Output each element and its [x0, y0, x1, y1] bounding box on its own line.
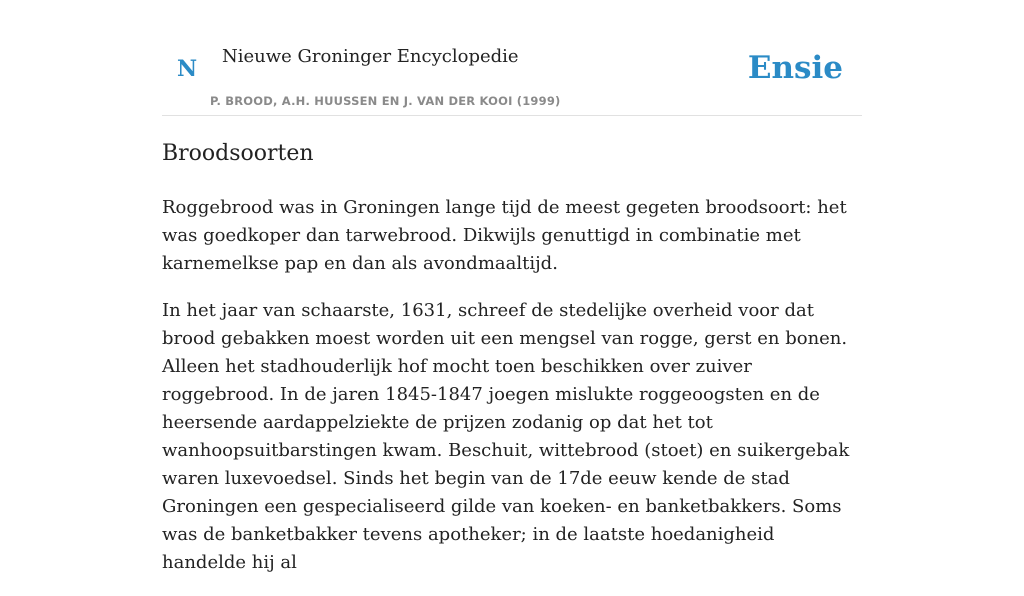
article: [162, 138, 862, 596]
article-paragraph: In het jaar van schaarste, 1631, schreef de stedelijke overheid voor dat brood gebakken moest worden uit een mengsel van rogge, gerst en bonen. Alleen het stadhouderlijk hof mocht toen beschikken over zuiver roggebrood. In de jaren 1845-1847 joegen mislukte roggeoogsten en de heersende aardappelziekte de prijzen zodanig op dat het tot wanhoopsuitbarstingen kwam. Beschuit, wittebrood (stoet) en suikergebak waren luxevoedsel. Sinds het begin van de 17de eeuw kende de stad Groningen een gespecialiseerd gilde van koeken- en banketbakkers. Soms was de banketbakker tevens apotheker; in de laatste hoedanigheid handelde hij al: [162, 300, 850, 573]
authors-byline: P. BROOD, A.H. HUUSSEN EN J. VAN DER KOOI (1999): [210, 94, 561, 108]
encyclopedia-logo[interactable]: N: [177, 56, 198, 82]
encyclopedia-title-link[interactable]: Nieuwe Groninger Encyclopedie: [222, 46, 519, 67]
header: [162, 0, 862, 116]
article-title: Broodsoorten: [162, 141, 314, 166]
article-paragraph: Roggebrood was in Groningen lange tijd de meest gegeten broodsoort: het was goedkoper dan tarwebrood. Dikwijls genuttigd in combinatie met karnemelkse pap en dan als avondmaaltijd.: [162, 197, 847, 274]
ensie-brand-logo[interactable]: Ensie: [747, 50, 843, 86]
